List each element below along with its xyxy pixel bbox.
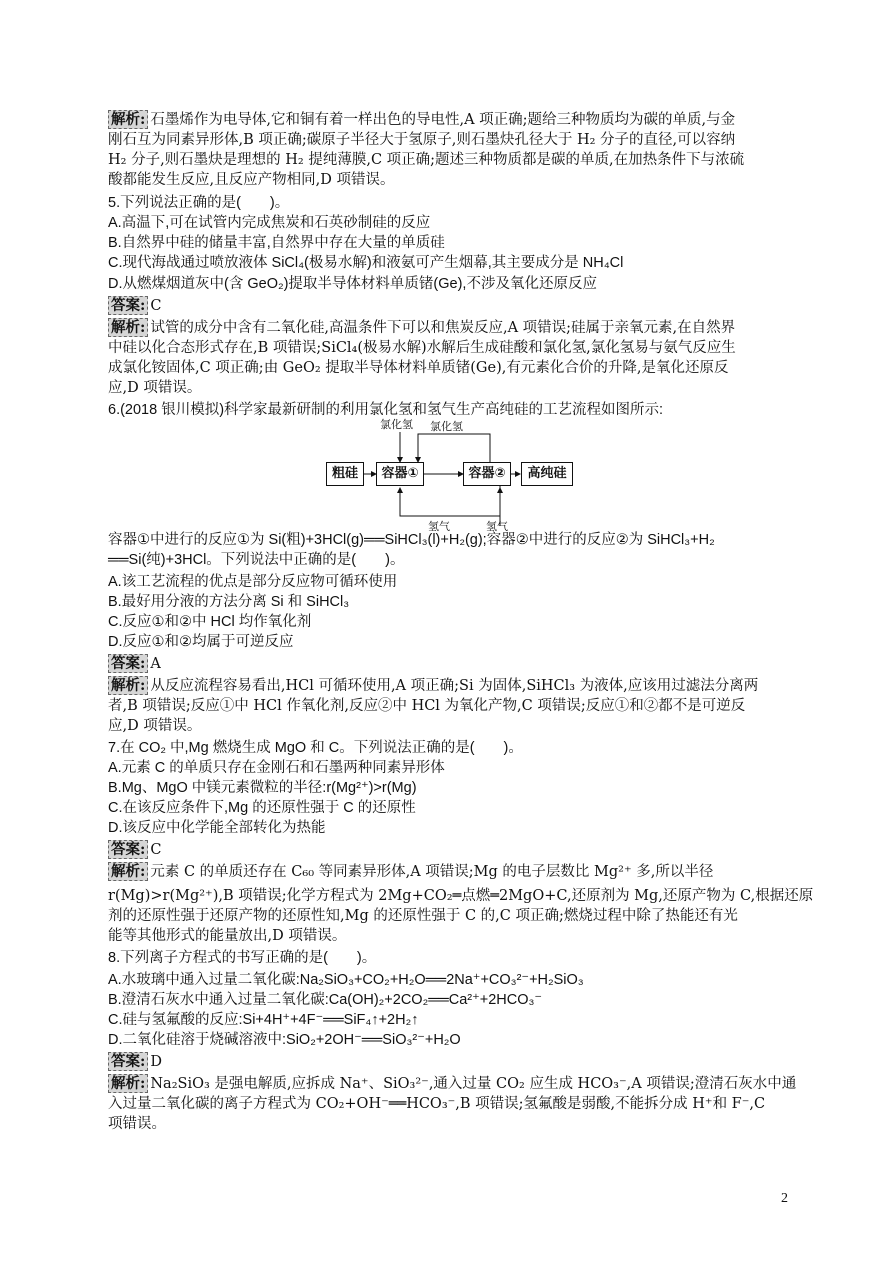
text-line: [108, 1052, 788, 1072]
line-text: D: [150, 1054, 162, 1070]
line-text: 刚石互为同素异形体,B 项正确;碳原子半径大于氢原子,则石墨炔孔径大于 H₂ 分子的直径,可以容纳: [108, 132, 736, 148]
text-line: [108, 550, 788, 570]
line-text: H₂ 分子,则石墨炔是理想的 H₂ 提纯薄膜,C 项正确;题述三种物质都是碳的单质,在加热条件下与浓硫: [108, 152, 745, 168]
box-pure-si: 高纯硅: [521, 462, 573, 486]
text-line: [108, 110, 788, 130]
text-line: [108, 818, 788, 838]
text-line: [108, 990, 788, 1010]
text-line: [108, 233, 788, 253]
line-text: C.在该反应条件下,Mg 的还原性强于 C 的还原性: [108, 800, 416, 816]
line-text: B.Mg、MgO 中镁元素微粒的半径:r(Mg²⁺)>r(Mg): [108, 780, 417, 796]
line-text: 成氯化铵固体,C 项正确;由 GeO₂ 提取半导体材料单质锗(Ge),有元素化合价的升降,是氧化还原反: [108, 360, 729, 376]
text-line: [108, 318, 788, 338]
line-text: B.最好用分液的方法分离 Si 和 SiHCl₃: [108, 594, 350, 610]
page-number: 2: [781, 1191, 788, 1206]
line-text: C: [150, 298, 162, 314]
label-tag: 解析:: [108, 1074, 148, 1093]
line-text: 酸都能发生反应,且反应产物相同,D 项错误。: [108, 172, 395, 188]
line-text: A.水玻璃中通入过量二氧化碳:Na₂SiO₃+CO₂+H₂O══2Na⁺+CO₃²⁻+H₂SiO₃: [108, 972, 584, 988]
line-text: 剂的还原性强于还原产物的还原性知,Mg 的还原性强于 C 的,C 项正确;燃烧过程中除了热能还有光: [108, 908, 738, 924]
line-text: A: [150, 656, 161, 672]
line-text: 试管的成分中含有二氧化硅,高温条件下可以和焦炭反应,A 项错误;硅属于亲氧元素,在自然界: [150, 320, 736, 336]
text-line: [108, 130, 788, 150]
label-h2-in: 氢气: [486, 520, 508, 533]
text-line: [108, 338, 788, 358]
text-line: [108, 840, 788, 860]
text-line: [108, 274, 788, 294]
line-text: C.现代海战通过喷放液体 SiCl₄(极易水解)和液氨可产生烟幕,其主要成分是 NH₄Cl: [108, 255, 624, 271]
line-text: A.元素 C 的单质只存在金刚石和石墨两种同素异形体: [108, 760, 445, 776]
line-text: 应,D 项错误。: [108, 718, 202, 734]
text-line: [108, 862, 788, 882]
line-text: D.从燃煤烟道灰中(含 GeO₂)提取半导体材料单质锗(Ge),不涉及氧化还原反应: [108, 276, 597, 292]
line-text: 能等其他形式的能量放出,D 项错误。: [108, 928, 347, 944]
label-tag: 答案:: [108, 840, 148, 859]
line-text: 7.在 CO₂ 中,Mg 燃烧生成 MgO 和 C。下列说法正确的是( )。: [108, 740, 523, 756]
text-line: [108, 1010, 788, 1030]
text-line: [108, 296, 788, 316]
box-vessel-2: 容器②: [463, 462, 511, 486]
text-line: [108, 213, 788, 233]
line-text: 6.(2018 银川模拟)科学家最新研制的利用氯化氢和氢气生产高纯硅的工艺流程如图所示:: [108, 402, 664, 418]
text-line: [108, 193, 788, 213]
text-line: [108, 798, 788, 818]
text-line: [108, 1074, 797, 1094]
text-line: [108, 654, 788, 674]
text-line: [108, 906, 788, 926]
line-text: B.澄清石灰水中通入过量二氧化碳:Ca(OH)₂+2CO₂══Ca²⁺+2HCO₃⁻: [108, 992, 543, 1008]
line-text: D.反应①和②均属于可逆反应: [108, 634, 294, 650]
text-line: [108, 716, 788, 736]
text-line: [108, 612, 788, 632]
label-tag: 解析:: [108, 862, 148, 881]
label-tag: 答案:: [108, 296, 148, 315]
label-hcl-recycle: 氯化氢: [430, 420, 463, 433]
text-line: [108, 676, 788, 696]
line-text: A.该工艺流程的优点是部分反应物可循环使用: [108, 574, 398, 590]
text-line: [108, 778, 788, 798]
line-text: ══Si(纯)+3HCl。下列说法中正确的是( )。: [108, 552, 405, 568]
line-text: r(Mg)>r(Mg²⁺),B 项错误;化学方程式为 2Mg+CO₂═点燃═2MgO+C,还原剂为 Mg,还原产物为 C,根据还原: [108, 888, 814, 904]
line-text: 5.下列说法正确的是( )。: [108, 195, 290, 211]
box-crude-si: 粗硅: [326, 462, 364, 486]
text-line: [108, 378, 788, 398]
label-tag: 答案:: [108, 1052, 148, 1071]
text-line: [108, 1114, 788, 1134]
line-text: 应,D 项错误。: [108, 380, 202, 396]
line-text: 石墨烯作为电导体,它和铜有着一样出色的导电性,A 项正确;题给三种物质均为碳的单质,与金: [150, 112, 736, 128]
flow-diagram: [318, 414, 588, 534]
line-text: 从反应流程容易看出,HCl 可循环使用,A 项正确;Si 为固体,SiHCl₃ 为液体,应该用过滤法分离两: [150, 678, 759, 694]
line-text: 项错误。: [108, 1116, 166, 1132]
line-text: D.二氧化硅溶于烧碱溶液中:SiO₂+2OH⁻══SiO₃²⁻+H₂O: [108, 1032, 461, 1048]
label-tag: 解析:: [108, 676, 148, 695]
text-line: [108, 738, 788, 758]
line-text: 8.下列离子方程式的书写正确的是( )。: [108, 950, 377, 966]
text-line: [108, 150, 788, 170]
text-line: [108, 886, 814, 906]
text-line: [108, 592, 788, 612]
text-line: [108, 632, 788, 652]
line-text: 中硅以化合态形式存在,B 项错误;SiCl₄(极易水解)水解后生成硅酸和氯化氢,氯化氢易与氨气反应生: [108, 340, 736, 356]
line-text: 者,B 项错误;反应①中 HCl 作氧化剂,反应②中 HCl 为氧化产物,C 项错误;反应①和②都不是可逆反: [108, 698, 746, 714]
text-line: [108, 758, 788, 778]
text-line: [108, 970, 788, 990]
text-line: [108, 1094, 788, 1114]
line-text: 元素 C 的单质还存在 C₆₀ 等同素异形体,A 项错误;Mg 的电子层数比 Mg²⁺ 多,所以半径: [150, 864, 714, 880]
line-text: C.硅与氢氟酸的反应:Si+4H⁺+4F⁻══SiF₄↑+2H₂↑: [108, 1012, 419, 1028]
label-tag: 解析:: [108, 110, 148, 129]
text-line: [108, 948, 788, 968]
text-line: [108, 696, 788, 716]
label-hcl-in: 氯化氢: [380, 418, 413, 431]
line-text: 入过量二氧化碳的离子方程式为 CO₂+OH⁻══HCO₃⁻,B 项错误;氢氟酸是弱酸,不能拆分成 H⁺和 F⁻,C: [108, 1096, 766, 1112]
label-tag: 解析:: [108, 318, 148, 337]
text-line: [108, 358, 788, 378]
label-h2-recycle: 氢气: [428, 520, 450, 533]
text-line: [108, 170, 788, 190]
text-line: [108, 926, 788, 946]
text-line: [108, 572, 788, 592]
line-text: A.高温下,可在试管内完成焦炭和石英砂制硅的反应: [108, 215, 431, 231]
line-text: C.反应①和②中 HCl 均作氧化剂: [108, 614, 312, 630]
box-vessel-1: 容器①: [376, 462, 424, 486]
line-text: Na₂SiO₃ 是强电解质,应拆成 Na⁺、SiO₃²⁻,通入过量 CO₂ 应生成 HCO₃⁻,A 项错误;澄清石灰水中通: [150, 1076, 797, 1092]
text-line: [108, 1030, 788, 1050]
line-text: B.自然界中硅的储量丰富,自然界中存在大量的单质硅: [108, 235, 445, 251]
text-line: [108, 253, 788, 273]
line-text: C: [150, 842, 162, 858]
label-tag: 答案:: [108, 654, 148, 673]
line-text: D.该反应中化学能全部转化为热能: [108, 820, 326, 836]
line-text: 容器①中进行的反应①为 Si(粗)+3HCl(g)══SiHCl₃(l)+H₂(g);容器②中进行的反应②为 SiHCl₃+H₂: [108, 532, 715, 548]
